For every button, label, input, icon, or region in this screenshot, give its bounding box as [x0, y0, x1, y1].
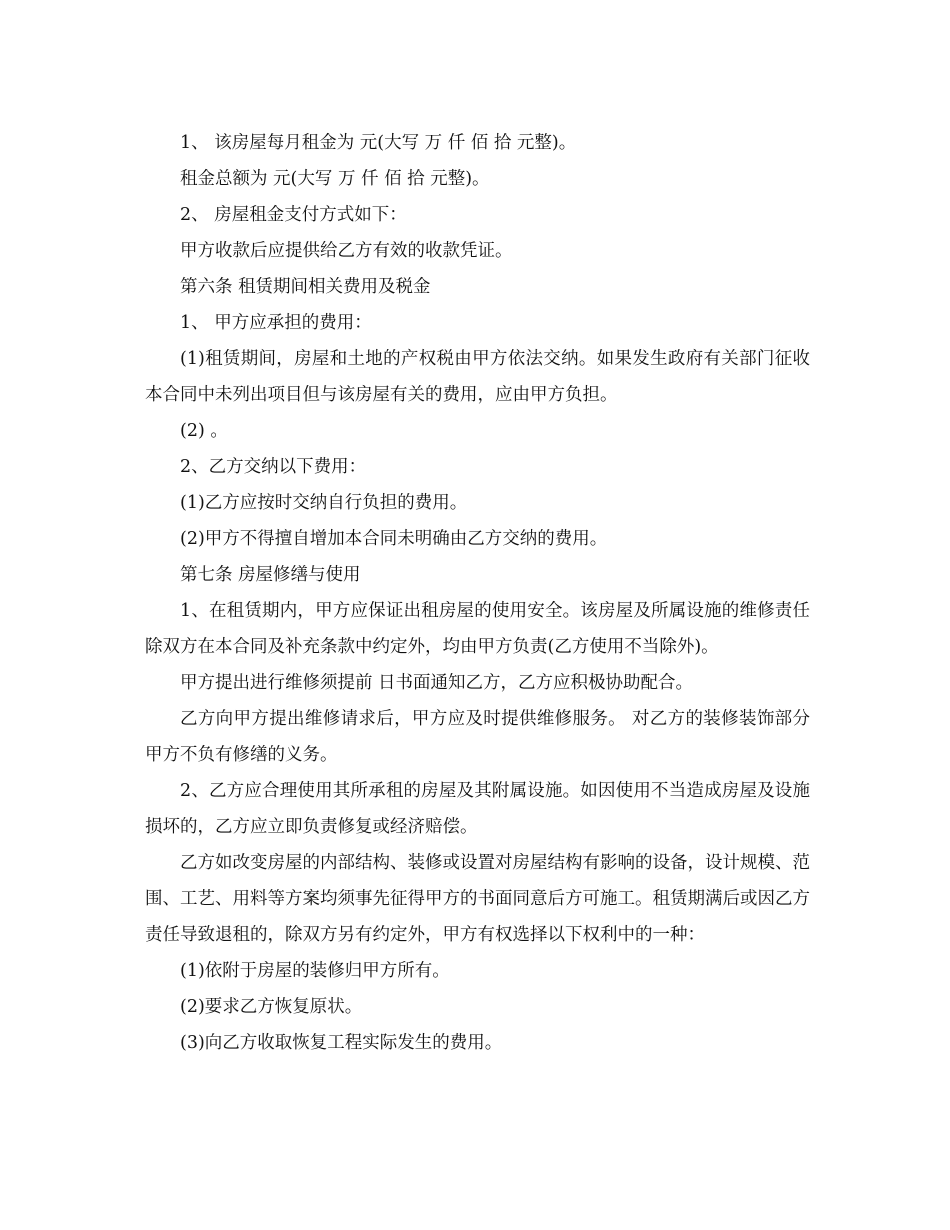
paragraph-party-b-costs: 2、乙方交纳以下费用：	[180, 457, 367, 477]
paragraph-option-2: (2)要求乙方恢复原状。	[180, 997, 363, 1017]
paragraph-payment-method: 2、 房屋租金支付方式如下：	[180, 205, 407, 225]
paragraph-party-a-costs: 1、 甲方应承担的费用：	[180, 313, 372, 333]
paragraph-safety-repair: 1、在租赁期内，甲方应保证出租房屋的使用安全。该房屋及所属设施的维修责任除双方在本合同及补充条款中约定外，均由甲方负责(乙方使用不当除外)。	[145, 601, 810, 657]
paragraph-no-extra-fees: (2)甲方不得擅自增加本合同未明确由乙方交纳的费用。	[180, 529, 608, 549]
paragraph-option-1: (1)依附于房屋的装修归甲方所有。	[180, 961, 450, 981]
paragraph-rent-monthly: 1、 该房屋每月租金为 元(大写 万 仟 佰 拾 元整)。	[180, 133, 577, 153]
paragraph-repair-request: 乙方向甲方提出维修请求后，甲方应及时提供维修服务。 对乙方的装修装饰部分甲方不负有修缮的义务。	[145, 709, 810, 765]
paragraph-repair-notice: 甲方提出进行维修须提前 日书面通知乙方，乙方应积极协助配合。	[180, 673, 694, 693]
section-heading-article-7: 第七条 房屋修缮与使用	[180, 565, 361, 585]
paragraph-structure-change: 乙方如改变房屋的内部结构、装修或设置对房屋结构有影响的设备，设计规模、范围、工艺、用料等方案均须事先征得甲方的书面同意后方可施工。租赁期满后或因乙方责任导致退租的，除双方另有约定外，甲方有权选择以下权利中的一种：	[145, 853, 810, 945]
paragraph-receipt: 甲方收款后应提供给乙方有效的收款凭证。	[180, 241, 513, 261]
paragraph-option-3: (3)向乙方收取恢复工程实际发生的费用。	[180, 1033, 503, 1053]
section-heading-article-6: 第六条 租赁期间相关费用及税金	[180, 277, 431, 297]
paragraph-item-2-blank: (2) 。	[180, 421, 228, 441]
paragraph-rent-total: 租金总额为 元(大写 万 仟 佰 拾 元整)。	[180, 169, 490, 189]
document-page	[145, 125, 810, 1061]
paragraph-party-b-pay-on-time: (1)乙方应按时交纳自行负担的费用。	[180, 493, 468, 513]
paragraph-proper-use: 2、乙方应合理使用其所承租的房屋及其附属设施。如因使用不当造成房屋及设施损坏的，乙方应立即负责修复或经济赔偿。	[145, 781, 810, 837]
paragraph-property-tax: (1)租赁期间，房屋和土地的产权税由甲方依法交纳。如果发生政府有关部门征收本合同中未列出项目但与该房屋有关的费用，应由甲方负担。	[145, 349, 810, 405]
